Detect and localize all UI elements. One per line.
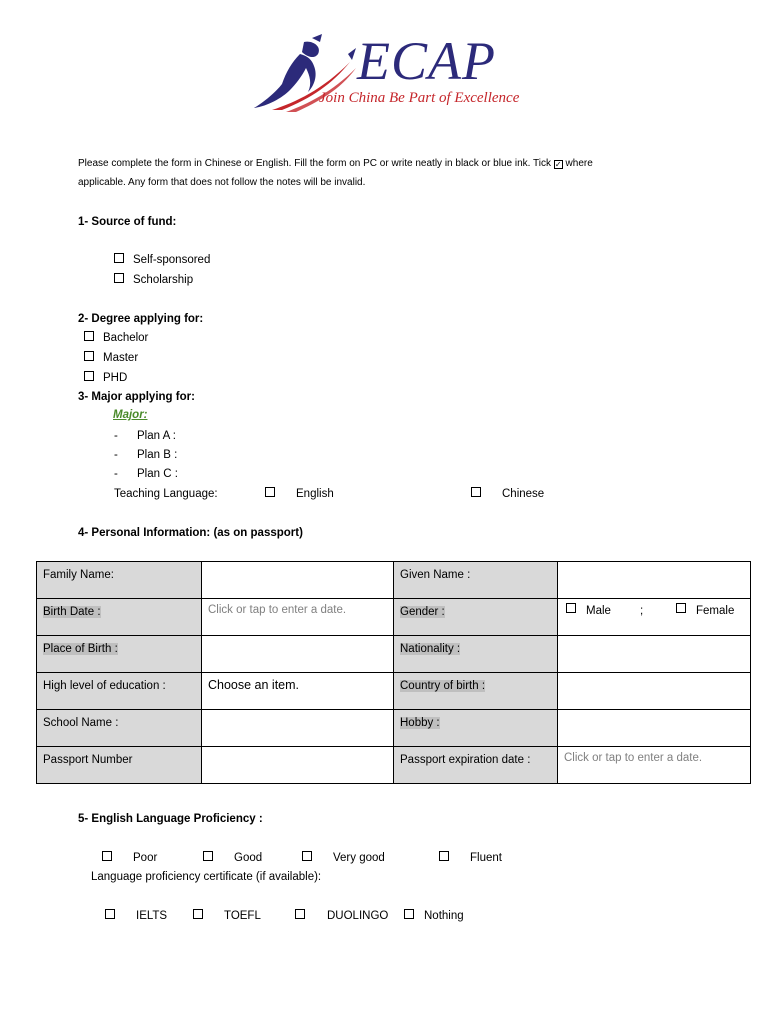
english-teaching-checkbox[interactable] <box>265 487 275 497</box>
very-good-checkbox[interactable] <box>302 851 312 861</box>
passport-number-label: Passport Number <box>37 747 202 784</box>
master-label: Master <box>103 352 139 364</box>
section-5-title: 5- English Language Proficiency : <box>78 813 263 825</box>
very-good-label: Very good <box>333 852 385 864</box>
section-1-title: 1- Source of fund: <box>78 216 177 228</box>
hobby-field[interactable] <box>558 710 751 747</box>
plan-c-label: Plan C : <box>137 468 178 480</box>
logo-wordmark: ECAP <box>357 31 496 91</box>
intro-line-1: Please complete the form in Chinese or English. Fill the form on PC or write neatly in black or blue ink. Tick ✓ where <box>78 158 593 169</box>
ielts-checkbox[interactable] <box>105 909 115 919</box>
education-level-label: High level of education : <box>37 673 202 710</box>
fluent-label: Fluent <box>470 852 502 864</box>
phd-checkbox[interactable] <box>84 371 94 381</box>
plan-a-dash: - <box>114 430 118 442</box>
good-checkbox[interactable] <box>203 851 213 861</box>
gender-field <box>558 599 751 636</box>
major-label: Major: <box>113 409 148 421</box>
plan-a-label: Plan A : <box>137 430 177 442</box>
intro-line-2: applicable. Any form that does not follow the notes will be invalid. <box>78 177 366 188</box>
nationality-field[interactable] <box>558 636 751 673</box>
master-checkbox[interactable] <box>84 351 94 361</box>
table-row <box>37 673 751 710</box>
poor-checkbox[interactable] <box>102 851 112 861</box>
duolingo-checkbox[interactable] <box>295 909 305 919</box>
phd-label: PHD <box>103 372 128 384</box>
toefl-label: TOEFL <box>224 910 261 922</box>
fluent-checkbox[interactable] <box>439 851 449 861</box>
hobby-label: Hobby : <box>394 710 558 747</box>
table-row <box>37 710 751 747</box>
school-name-field[interactable] <box>202 710 394 747</box>
chinese-teaching-checkbox[interactable] <box>471 487 481 497</box>
toefl-checkbox[interactable] <box>193 909 203 919</box>
ielts-label: IELTS <box>136 910 168 922</box>
self-sponsored-checkbox[interactable] <box>114 253 124 263</box>
scholarship-checkbox[interactable] <box>114 273 124 283</box>
family-name-field[interactable] <box>202 562 394 599</box>
given-name-label: Given Name : <box>394 562 558 599</box>
tick-checkbox-icon: ✓ <box>554 160 562 169</box>
place-of-birth-label: Place of Birth : <box>37 636 202 673</box>
section-2-title: 2- Degree applying for: <box>78 313 204 325</box>
scholarship-label: Scholarship <box>133 274 194 286</box>
female-label: Female <box>696 605 735 617</box>
male-checkbox[interactable] <box>566 603 576 613</box>
personal-info-table <box>36 561 751 784</box>
chinese-teaching-label: Chinese <box>502 488 545 500</box>
male-label: Male <box>586 605 611 617</box>
birth-date-picker[interactable]: Click or tap to enter a date. <box>202 599 394 636</box>
gender-label: Gender : <box>394 599 558 636</box>
nationality-label: Nationality : <box>394 636 558 673</box>
table-row <box>37 599 751 636</box>
plan-c-dash: - <box>114 468 118 480</box>
self-sponsored-label: Self-sponsored <box>133 254 211 266</box>
place-of-birth-field[interactable] <box>202 636 394 673</box>
table-row <box>37 747 751 784</box>
plan-b-label: Plan B : <box>137 449 178 461</box>
teaching-language-label: Teaching Language: <box>114 488 218 500</box>
plan-b-dash: - <box>114 449 118 461</box>
female-checkbox[interactable] <box>676 603 686 613</box>
gender-separator: ; <box>640 605 644 617</box>
good-label: Good <box>234 852 263 864</box>
nothing-label: Nothing <box>424 910 464 922</box>
family-name-label: Family Name: <box>37 562 202 599</box>
certificate-label: Language proficiency certificate (if available): <box>91 871 322 883</box>
passport-expiration-label: Passport expiration date : <box>394 747 558 784</box>
passport-expiration-picker[interactable]: Click or tap to enter a date. <box>558 747 751 784</box>
section-4-title: 4- Personal Information: (as on passport) <box>78 527 303 539</box>
given-name-field[interactable] <box>558 562 751 599</box>
table-row <box>37 636 751 673</box>
english-teaching-label: English <box>296 488 334 500</box>
country-of-birth-label: Country of birth : <box>394 673 558 710</box>
poor-label: Poor <box>133 852 158 864</box>
nothing-checkbox[interactable] <box>404 909 414 919</box>
country-of-birth-field[interactable] <box>558 673 751 710</box>
passport-number-field[interactable] <box>202 747 394 784</box>
duolingo-label: DUOLINGO <box>327 910 389 922</box>
table-row <box>37 562 751 599</box>
birth-date-label: Birth Date : <box>37 599 202 636</box>
education-level-dropdown[interactable]: Choose an item. <box>202 673 394 710</box>
logo-tagline: Join China Be Part of Excellence <box>319 90 520 106</box>
bachelor-label: Bachelor <box>103 332 149 344</box>
section-3-title: 3- Major applying for: <box>78 391 195 403</box>
school-name-label: School Name : <box>37 710 202 747</box>
bachelor-checkbox[interactable] <box>84 331 94 341</box>
